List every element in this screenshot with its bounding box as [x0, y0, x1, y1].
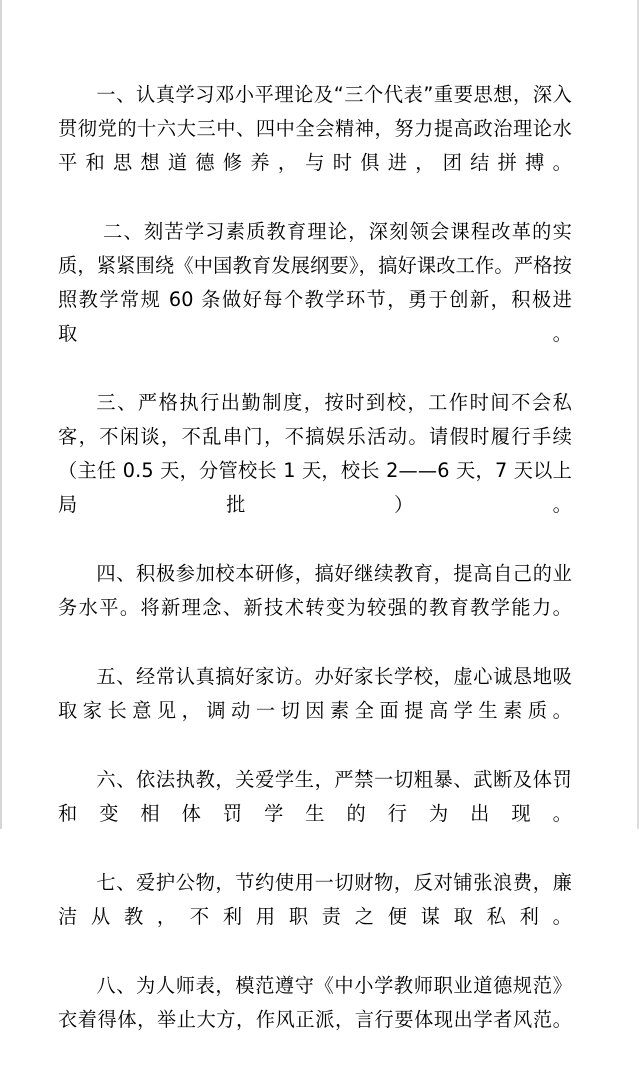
paragraph-item-5: 五、经常认真搞好家访。办好家长学校，虚心诚恳地吸取家长意见，调动一切因素全面提高学生素质。 [58, 665, 572, 722]
paragraph-item-4: 四、积极参加校本研修，搞好继续教育，提高自己的业务水平。将新理念、新技术转变为较强的教育教学能力。 [58, 562, 572, 619]
paragraph-item-8: 八、为人师表，模范遵守《中小学教师职业道德规范》衣着得体，举止大方，作风正派，言行要体现出学者风范。 [58, 974, 572, 1031]
paragraph-item-6: 六、依法执教，关爱学生，严禁一切粗暴、武断及体罚和变相体罚学生的行为出现。 [58, 768, 572, 825]
document-body [58, 78, 572, 1072]
paragraph-item-3: 三、严格执行出勤制度，按时到校，工作时间不会私客，不闲谈，不乱串门，不搞娱乐活动。请假时履行手续（主任 0.5 天，分管校长 1 天，校长 2——6 天，7 天以上局批）。 [58, 391, 572, 516]
paragraph-item-2: 二、刻苦学习素质教育理论，深刻领会课程改革的实质，紧紧围绕《中国教育发展纲要》，搞好课改工作。严格按照教学常规 60 条做好每个教学环节，勇于创新，积极进取。 [58, 220, 572, 345]
paragraph-item-1: 一、认真学习邓小平理论及“三个代表”重要思想，深入贯彻党的十六大三中、四中全会精神，努力提高政治理论水平和思想道德修养，与时俱进，团结拼搏。 [58, 83, 572, 174]
paragraph-item-7: 七、爱护公物，节约使用一切财物，反对铺张浪费，廉洁从教，不利用职责之便谋取私利。 [58, 871, 572, 928]
